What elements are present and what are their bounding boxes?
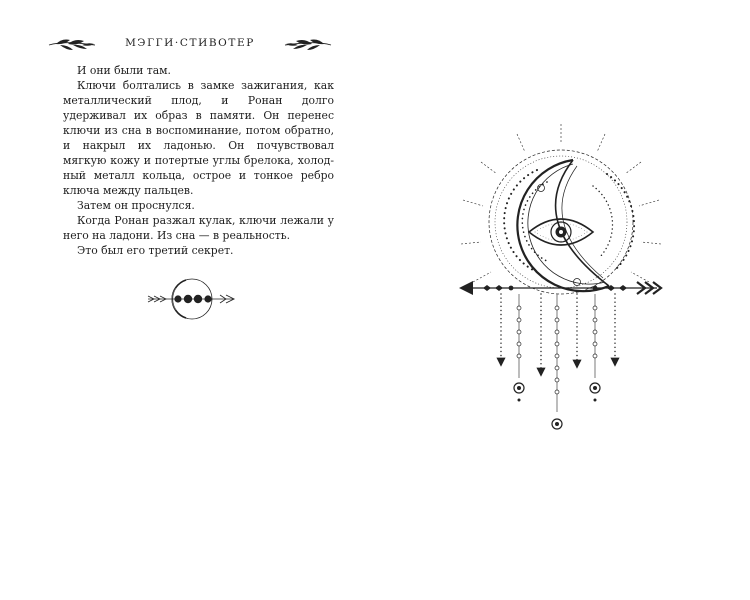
paragraph: Когда Ронан разжал кулак, ключи лежали у него на ладони. Из сна — в реальность. [63,214,334,242]
chapter-text [63,63,334,258]
paragraph: Затем он проснулся. [77,199,195,212]
laurel-branch-icon [284,36,332,52]
running-header [40,34,340,54]
crescent-moon-eye-dreamcatcher-icon [457,122,665,434]
moon-phases-arrow-icon [146,274,238,324]
paragraph: Ключи болтались в замке зажигания, как металлический плод, и Ронан долго удерживал их образ в памяти. Он перенес ключи из сна в воспоминание, потом обратно, и накрыл их ладонью. Он почувствовал мягкую кожу и потертые углы брелока, холодный металл кольца, острое и тонкое ребро ключа между пальцев. [63,79,334,197]
running-title: МЭГГИ·СТИВОТЕР [125,37,255,49]
paragraph: Это был его третий секрет. [77,244,234,257]
paragraph: И они были там. [77,64,171,77]
